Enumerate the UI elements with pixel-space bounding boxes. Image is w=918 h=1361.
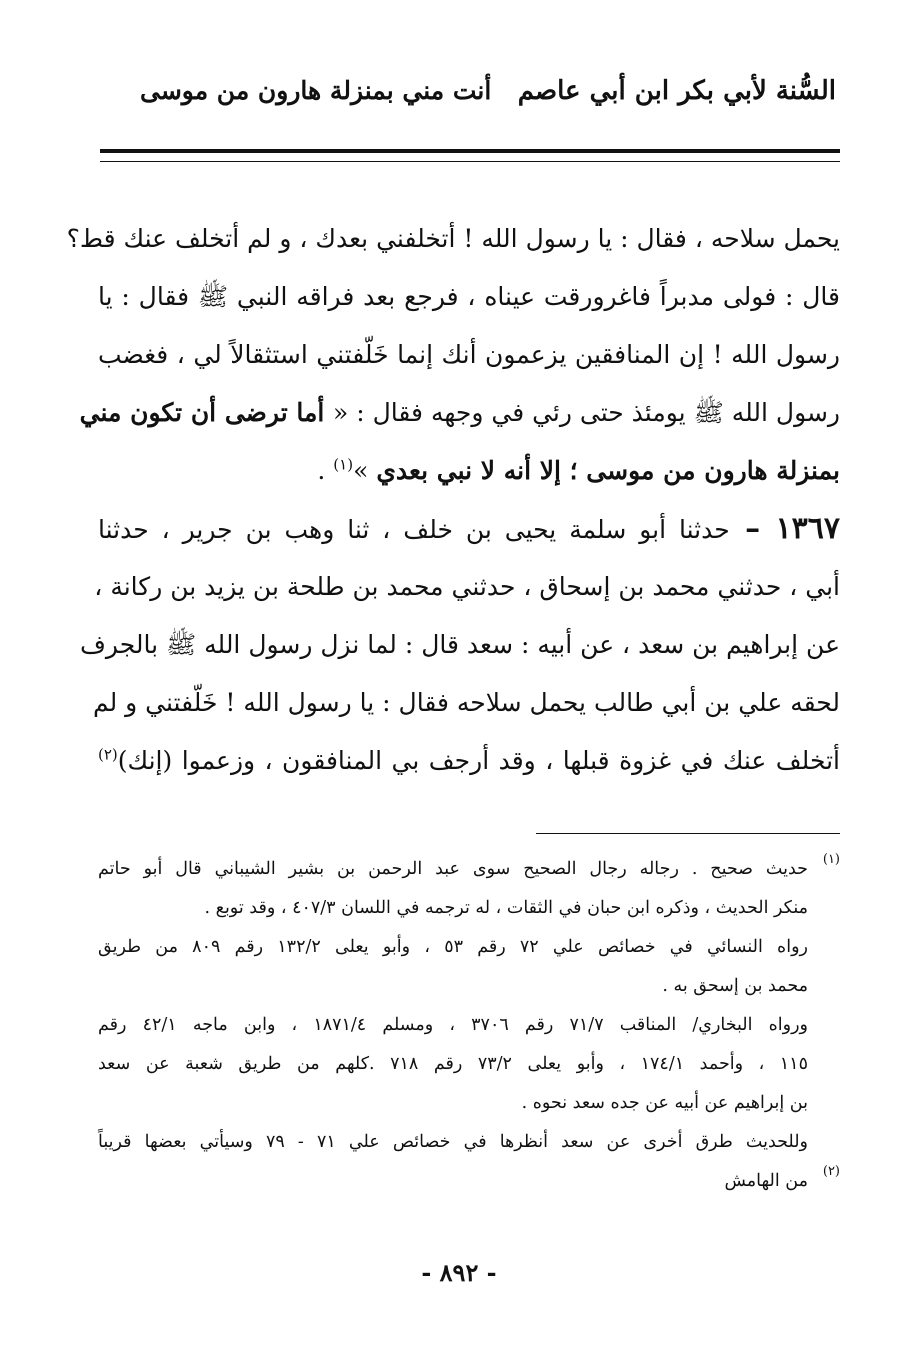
- footnote-line: رواه النسائي في خصائص علي ٧٢ رقم ٥٣ ، وأبو يعلى ١٣٢/٢ رقم ٨٠٩ من طريق: [98, 937, 808, 957]
- hadith-dash: –: [729, 511, 776, 546]
- footnote-line: منكر الحديث ، وذكره ابن حبان في الثقات ، له ترجمه في اللسان ٤٠٧/٣ ، وقد توبع .: [204, 898, 808, 918]
- footnote-ref-2[interactable]: (٢): [98, 745, 118, 764]
- header-rule-thick: [100, 149, 840, 153]
- text-line: [79, 384, 840, 442]
- main-text: [66, 210, 840, 790]
- footnote-line: ورواه البخاري/ المناقب ٧١/٧ رقم ٣٧٠٦ ، ومسلم ١٨٧١/٤ ، وابن ماجه ٤٢/١ رقم: [98, 1015, 809, 1035]
- footnote-ref-1[interactable]: (١): [333, 455, 354, 474]
- footnote-line: من الهامش: [724, 1171, 808, 1191]
- text-line: قال : فولى مدبراً فاغرورقت عيناه ، فرجع بعد فراقه النبي ﷺ فقال : يا: [98, 282, 840, 311]
- running-header: [100, 76, 836, 120]
- text-segment: رسول الله ﷺ يومئذ حتى رئي في وجهه فقال : «: [333, 398, 840, 427]
- book-title: السُّنة لأبي بكر ابن أبي عاصم: [517, 76, 836, 106]
- footnote-line: وللحديث طرق أخرى عن سعد أنظرها في خصائص علي ٧١ - ٧٩ وسيأتي بعضها قريباً: [98, 1132, 808, 1152]
- hadith-quote: أما ترضى أن تكون مني: [79, 398, 334, 427]
- chapter-title: أنت مني بمنزلة هارون من موسى: [140, 76, 492, 105]
- hadith-number: ١٣٦٧: [775, 511, 840, 546]
- footnote-separator: [536, 833, 840, 834]
- text-line: أبي ، حدثني محمد بن إسحاق ، حدثني محمد بن طلحة بن يزيد بن ركانة ،: [94, 572, 840, 601]
- hadith-quote: بمنزلة هارون من موسى ؛ إلا أنه لا نبي بعدي: [376, 456, 840, 485]
- text-line: لحقه علي بن أبي طالب يحمل سلاحه فقال : يا رسول الله ! خَلّفتني و لم: [92, 688, 840, 717]
- footnote-marker: (١): [822, 852, 840, 867]
- footnotes: [98, 850, 840, 1201]
- text-segment: .: [317, 456, 334, 485]
- footnote-line: محمد بن إسحق به .: [662, 976, 808, 996]
- text-segment: حدثنا أبو سلمة يحيى بن خلف ، ثنا وهب بن جرير ، حدثنا: [98, 515, 730, 544]
- text-line: [98, 442, 840, 500]
- footnote-line: ١١٥ ، وأحمد ١٧٤/١ ، وأبو يعلى ٧٣/٢ رقم ٧١٨ .كلهم من طريق شعبة عن سعد: [98, 1054, 808, 1074]
- footnote-2: [98, 1162, 840, 1201]
- text-line: [98, 500, 840, 558]
- text-line: رسول الله ! إن المنافقين يزعمون أنك إنما خَلّفتني استثقالاً لي ، فغضب: [98, 340, 840, 369]
- text-line: [98, 732, 840, 790]
- text-line: عن إبراهيم بن سعد ، عن أبيه : سعد قال : لما نزل رسول الله ﷺ بالجرف: [80, 630, 840, 659]
- text-segment: أتخلف عنك في غزوة قبلها ، وقد أرجف بي المنافقون ، وزعموا (إنك): [117, 746, 840, 775]
- footnote-marker: (٢): [822, 1164, 840, 1179]
- header-rule-thin: [100, 161, 840, 162]
- footnote-line: بن إبراهيم عن أبيه عن جده سعد نحوه .: [521, 1093, 808, 1113]
- footnote-1: [98, 850, 840, 1162]
- footnote-line: حديث صحيح . رجاله رجال الصحيح سوى عبد الرحمن بن بشير الشيباني قال أبو حاتم: [98, 859, 808, 879]
- quote-close: »: [353, 456, 377, 485]
- text-line: يحمل سلاحه ، فقال : يا رسول الله ! أتخلفني بعدك ، و لم أتخلف عنك قط؟: [66, 224, 840, 253]
- page-number: - ٨٩٢ -: [421, 1258, 497, 1287]
